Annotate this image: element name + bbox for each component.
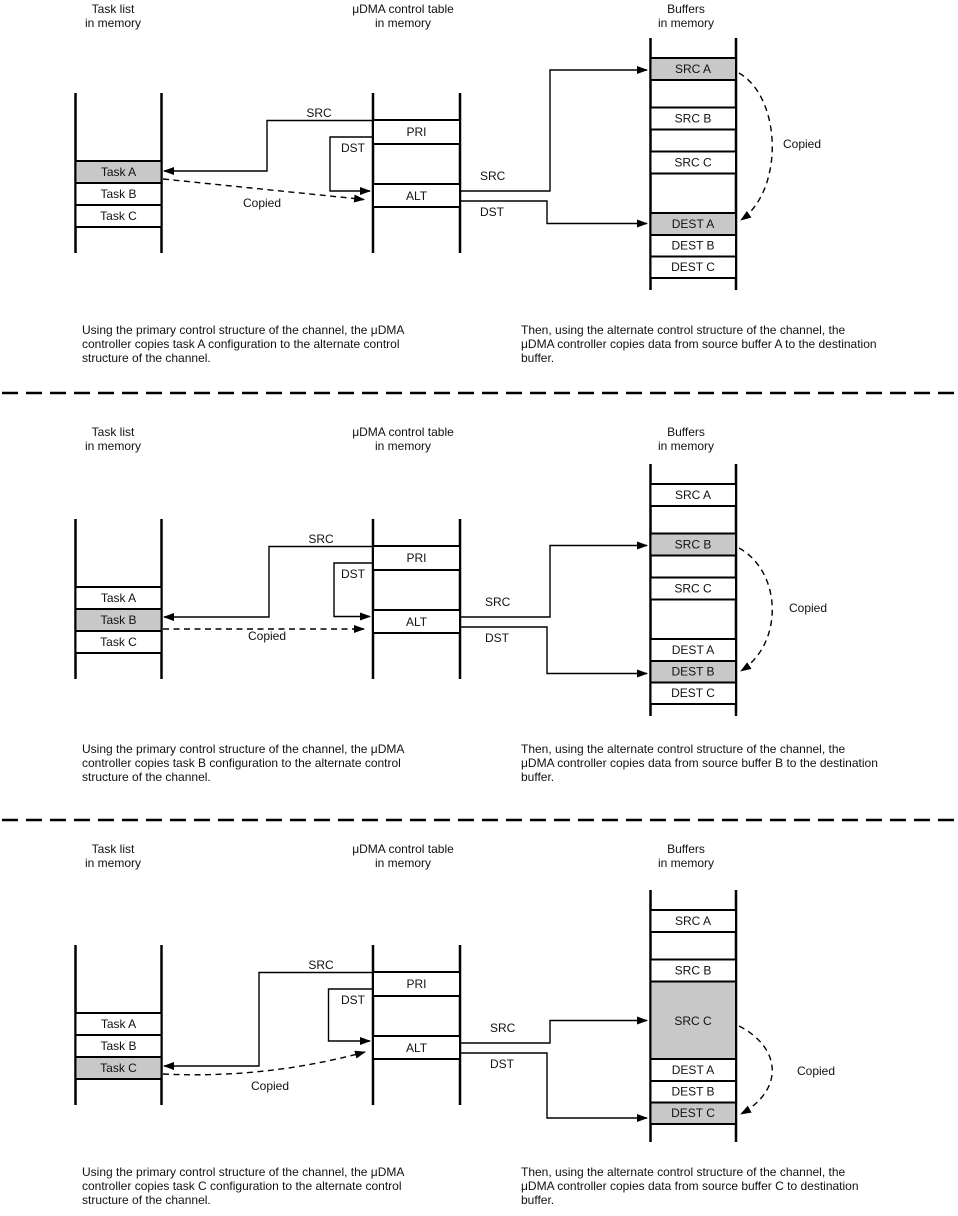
copied-label: Copied bbox=[797, 1064, 836, 1078]
caption-right bbox=[521, 742, 878, 784]
buffer-label: DEST C bbox=[671, 686, 715, 700]
buffer-label: DEST A bbox=[671, 1063, 715, 1077]
column-headers bbox=[85, 2, 714, 30]
buffer-label: DEST C bbox=[671, 1106, 715, 1120]
copied-arc-arrow bbox=[739, 548, 772, 671]
buffers-header-line1: Buffers bbox=[667, 842, 705, 856]
buffer-label: DEST A bbox=[671, 643, 715, 657]
caption-line: buffer. bbox=[521, 1193, 555, 1207]
task-list-header-line2: in memory bbox=[84, 16, 142, 30]
task-list-header-line2: in memory bbox=[84, 439, 142, 453]
caption-line: controller copies task C configuration to the alternate control bbox=[82, 1179, 402, 1193]
copied-label: Copied bbox=[783, 137, 822, 151]
alt-dst-label: DST bbox=[485, 631, 509, 645]
alt-dst-arrow bbox=[460, 1053, 647, 1118]
alt-row-label: ALT bbox=[405, 615, 428, 629]
copied-dashed-arrow bbox=[163, 1052, 365, 1075]
task-row-label: Task C bbox=[100, 1061, 137, 1075]
task-row-label: Task A bbox=[100, 591, 137, 605]
copied-label: Copied bbox=[242, 196, 282, 210]
src-arrow-label: SRC bbox=[308, 532, 334, 546]
caption-right bbox=[521, 1165, 859, 1207]
task-list-header-line2: in memory bbox=[84, 856, 142, 870]
buffer-label: SRC B bbox=[674, 111, 712, 126]
dst-arrow-label: DST bbox=[341, 567, 365, 581]
buffers-column bbox=[651, 464, 828, 716]
task-list-header-line1: Task list bbox=[91, 425, 135, 439]
buffer-label: SRC B bbox=[674, 963, 712, 978]
panel-step-a bbox=[76, 2, 877, 365]
control-table-header-line2: in memory bbox=[374, 439, 432, 453]
buffer-label: DEST B bbox=[671, 664, 715, 679]
buffer-label: DEST A bbox=[671, 217, 715, 231]
control-table-header-line1: μDMA control table bbox=[352, 842, 454, 856]
pri-row-label: PRI bbox=[406, 977, 427, 991]
dst-arrow-label: DST bbox=[341, 141, 365, 155]
buffers-header-line1: Buffers bbox=[667, 2, 705, 16]
control-table-header-line2: in memory bbox=[374, 16, 432, 30]
buffers-header-line2: in memory bbox=[657, 16, 715, 30]
task-row-label: Task A bbox=[100, 1017, 137, 1031]
task-list-column bbox=[76, 519, 162, 679]
caption-line: μDMA controller copies data from source buffer C to destination bbox=[521, 1179, 859, 1193]
src-arrow-label: SRC bbox=[306, 106, 332, 120]
copied-label: Copied bbox=[247, 629, 287, 643]
task-list-header-line1: Task list bbox=[91, 842, 135, 856]
task-row-label: Task B bbox=[100, 613, 137, 627]
caption-line: Using the primary control structure of the channel, the μDMA bbox=[82, 1165, 405, 1179]
task-row-label: Task C bbox=[100, 209, 137, 223]
alt-dst-label: DST bbox=[490, 1057, 514, 1071]
buffers-column bbox=[651, 890, 836, 1142]
task-list-column bbox=[76, 93, 162, 253]
caption-right bbox=[521, 323, 877, 365]
buffer-label: SRC C bbox=[674, 1014, 712, 1028]
alt-src-label: SRC bbox=[480, 169, 506, 183]
alt-src-arrow bbox=[460, 1021, 647, 1044]
task-list-header-line1: Task list bbox=[91, 2, 135, 16]
alt-row-label: ALT bbox=[405, 189, 428, 203]
panel-step-c bbox=[76, 842, 859, 1207]
buffers-header-line2: in memory bbox=[657, 856, 715, 870]
buffer-label: DEST B bbox=[671, 1084, 715, 1099]
caption-line: Then, using the alternate control structure of the channel, the bbox=[521, 742, 846, 756]
control-table-header-line1: μDMA control table bbox=[352, 425, 454, 439]
buffer-label: SRC B bbox=[674, 537, 712, 552]
task-row-label: Task B bbox=[100, 187, 137, 201]
alt-src-label: SRC bbox=[485, 595, 511, 609]
caption-line: buffer. bbox=[521, 770, 555, 784]
column-headers bbox=[85, 842, 714, 870]
buffer-label: SRC C bbox=[674, 155, 712, 170]
task-row-label: Task C bbox=[100, 635, 137, 649]
caption-line: μDMA controller copies data from source buffer A to the destination bbox=[521, 337, 877, 351]
src-pointer-arrow bbox=[164, 973, 373, 1067]
control-table-column bbox=[163, 945, 647, 1118]
buffer-label: SRC A bbox=[674, 62, 712, 76]
task-row-label: Task A bbox=[100, 165, 137, 179]
caption-line: μDMA controller copies data from source buffer B to the destination bbox=[521, 756, 878, 770]
control-table-column bbox=[163, 519, 647, 679]
caption-line: Using the primary control structure of the channel, the μDMA bbox=[82, 323, 405, 337]
copied-label: Copied bbox=[250, 1079, 290, 1093]
copied-arc-arrow bbox=[739, 73, 772, 220]
dst-arrow-label: DST bbox=[341, 993, 365, 1007]
src-arrow-label: SRC bbox=[308, 958, 334, 972]
buffer-label: DEST C bbox=[671, 260, 715, 274]
buffer-label: SRC A bbox=[674, 488, 712, 502]
pri-row-label: PRI bbox=[406, 551, 427, 565]
src-pointer-arrow bbox=[164, 547, 373, 618]
copied-label: Copied bbox=[789, 601, 828, 615]
alt-dst-label: DST bbox=[480, 205, 504, 219]
caption-line: controller copies task B configuration to the alternate control bbox=[82, 756, 401, 770]
control-table-header-line1: μDMA control table bbox=[352, 2, 454, 16]
caption-line: Then, using the alternate control structure of the channel, the bbox=[521, 323, 846, 337]
caption-line: structure of the channel. bbox=[82, 1193, 211, 1207]
alt-row-label: ALT bbox=[405, 1041, 428, 1055]
buffer-label: DEST B bbox=[671, 238, 715, 253]
panel-step-b bbox=[76, 425, 878, 784]
alt-src-label: SRC bbox=[490, 1021, 516, 1035]
control-table-header-line2: in memory bbox=[374, 856, 432, 870]
copied-arc-arrow bbox=[739, 1026, 772, 1114]
buffers-header-line2: in memory bbox=[657, 439, 715, 453]
buffers-header-line1: Buffers bbox=[667, 425, 705, 439]
caption-line: controller copies task A configuration to the alternate control bbox=[82, 337, 400, 351]
pri-row-label: PRI bbox=[406, 125, 427, 139]
caption-line: Then, using the alternate control structure of the channel, the bbox=[521, 1165, 846, 1179]
task-list-column bbox=[76, 945, 162, 1105]
buffer-label: SRC C bbox=[674, 581, 712, 596]
caption-left bbox=[82, 1165, 404, 1207]
buffers-column bbox=[651, 38, 822, 290]
column-headers bbox=[85, 425, 714, 453]
buffer-label: SRC A bbox=[674, 914, 712, 928]
caption-line: structure of the channel. bbox=[82, 770, 211, 784]
task-row-label: Task B bbox=[100, 1039, 137, 1053]
control-table-column bbox=[163, 70, 647, 253]
caption-left bbox=[82, 323, 404, 365]
caption-line: Using the primary control structure of the channel, the μDMA bbox=[82, 742, 405, 756]
caption-line: structure of the channel. bbox=[82, 351, 211, 365]
caption-line: buffer. bbox=[521, 351, 555, 365]
caption-left bbox=[82, 742, 404, 784]
